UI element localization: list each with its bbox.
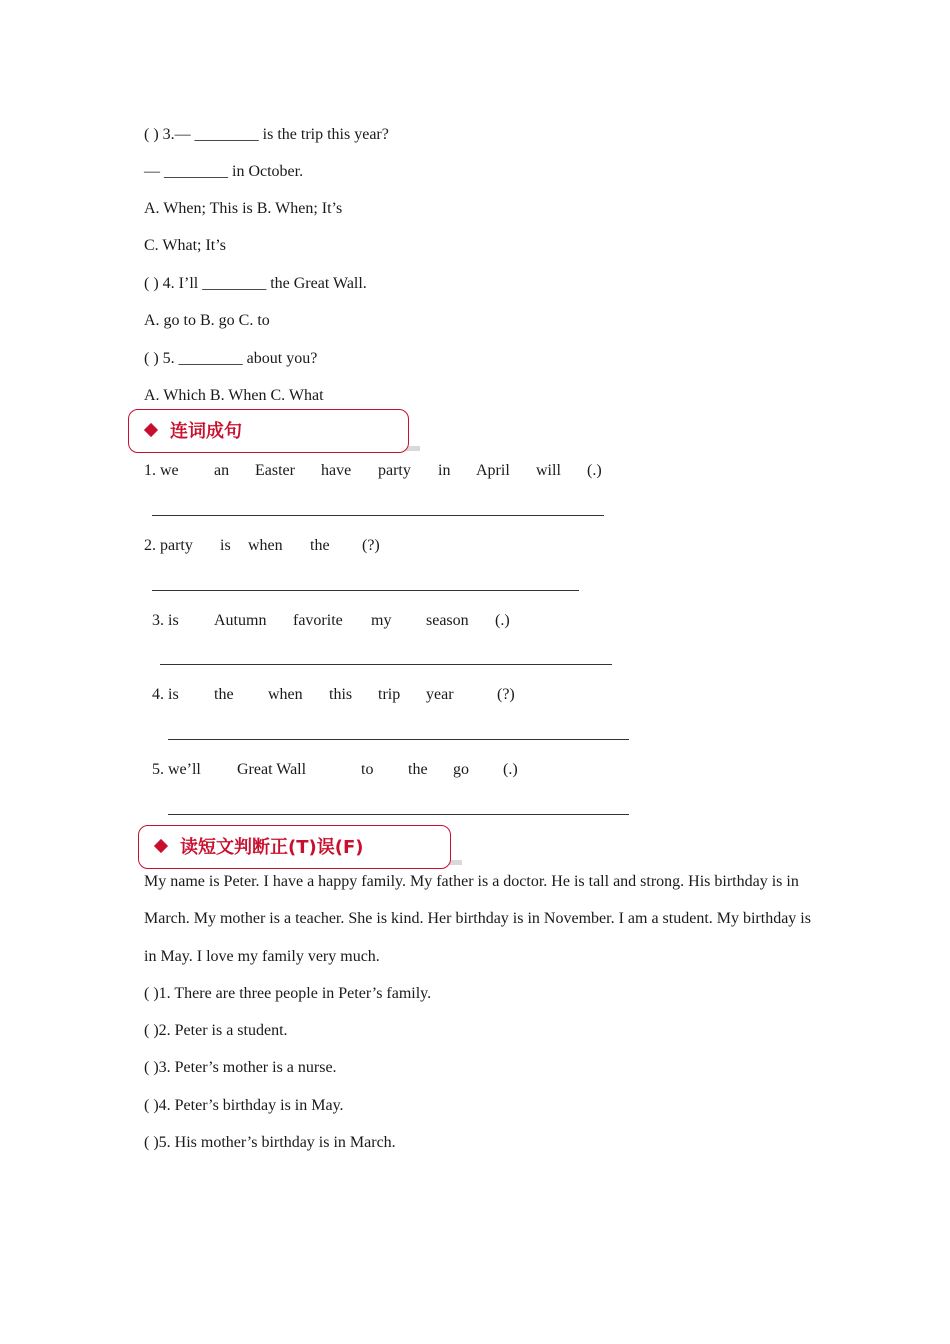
question-3: ( ) 3.— ________ is the trip this year? [144,126,389,143]
word: when [268,686,303,703]
word: 4. is [152,686,179,703]
answer-line-3: — ________ in October. [144,163,304,180]
tf-question-4: ( )4. Peter’s birthday is in May. [144,1097,344,1114]
options-3b: C. What; It’s [144,237,226,254]
word: 3. is [152,612,179,629]
word: to [361,761,374,778]
diamond-icon [144,423,158,437]
word: year [426,686,454,703]
word: (.) [587,462,602,479]
word: 5. we’ll [152,761,201,778]
options-5: A. Which B. When C. What [144,387,324,404]
word: favorite [293,612,343,629]
word: the [310,537,330,554]
answer-blank-3[interactable] [160,664,612,665]
word: season [426,612,469,629]
word: this [329,686,353,703]
word: go [453,761,469,778]
reading-passage: My name is Peter. I have a happy family. My father is a doctor. He is tall and strong. His birthday is in March. My mother is a teacher. She is kind. Her birthday is in November. I am a student. My birthday is in May. I love my family very much. [144,873,811,965]
section1-title [146,421,242,443]
word: the [214,686,234,703]
word: (.) [495,612,510,629]
word: (?) [362,537,380,554]
word: is [220,537,231,554]
word: have [321,462,352,479]
answer-blank-1[interactable] [152,515,604,516]
section1-title-text: 连词成句 [170,421,242,442]
tf-question-5: ( )5. His mother’s birthday is in March. [144,1134,396,1151]
answer-blank-2[interactable] [152,590,579,591]
word: (?) [497,686,515,703]
word: party [378,462,411,479]
word: an [214,462,230,479]
answer-blank-5[interactable] [168,814,629,815]
word: in [438,462,451,479]
word: my [371,612,392,629]
answer-blank-4[interactable] [168,739,629,740]
question-5: ( ) 5. ________ about you? [144,350,318,367]
section2-title [156,837,363,859]
word: (.) [503,761,518,778]
word: trip [378,686,401,703]
diamond-icon [154,839,168,853]
question-4: ( ) 4. I’ll ________ the Great Wall. [144,275,367,292]
tf-question-1: ( )1. There are three people in Peter’s family. [144,985,432,1002]
word: 2. party [144,537,193,554]
word: Autumn [214,612,267,629]
word: Great Wall [237,761,307,778]
word: Easter [255,462,295,479]
word: will [536,462,561,479]
word: when [248,537,283,554]
section2-title-text: 读短文判断正(T)误(F) [180,837,364,858]
options-4: A. go to B. go C. to [144,312,270,329]
options-3a: A. When; This is B. When; It’s [144,200,343,217]
tf-question-3: ( )3. Peter’s mother is a nurse. [144,1059,337,1076]
word: April [476,462,510,479]
word: 1. we [144,462,179,479]
word: the [408,761,428,778]
tf-question-2: ( )2. Peter is a student. [144,1022,288,1039]
